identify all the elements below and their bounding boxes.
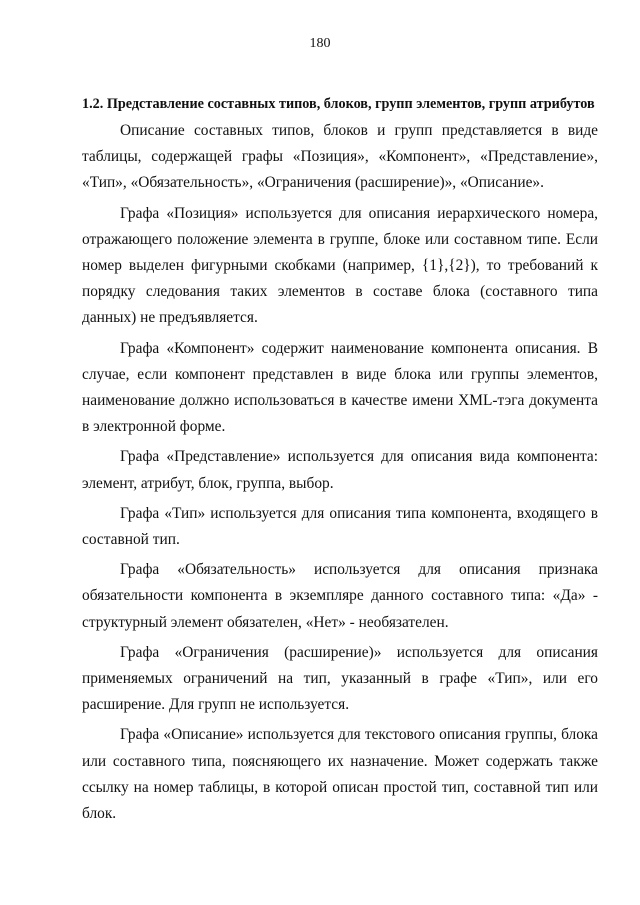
paragraph-representation-column: Графа «Представление» используется для описания вида компонента: элемент, атрибут, блок, группа, выбор. <box>82 448 598 492</box>
document-body <box>82 92 598 831</box>
paragraph-obligation-column: Графа «Обязательность» используется для описания признака обязательности компонента в экземпляре данного составного типа: «Да» - структурный элемент обязателен, «Нет» - необязателен. <box>82 561 598 631</box>
paragraph-component-column: Графа «Компонент» содержит наименование компонента описания. В случае, если компонент представлен в виде блока или группы элементов, наименование должно использоваться в качестве имени XML-тэга документа в электронной форме. <box>82 339 598 436</box>
section-heading: 1.2. Представление составных типов, блоков, групп элементов, групп атрибутов <box>82 96 595 112</box>
paragraph-position-column: Графа «Позиция» используется для описания иерархического номера, отражающего положение элемента в группе, блоке или составном типе. Если номер выделен фигурными скобками (например, {1},{2}), то требований к порядку следования таких элементов в составе блока (составного типа данных) не предъявляется. <box>82 204 598 327</box>
paragraph-description-column: Графа «Описание» используется для текстового описания группы, блока или составного типа, поясняющего их назначение. Может содержать также ссылку на номер таблицы, в которой описан простой тип, составной тип или блок. <box>82 726 598 823</box>
paragraph-intro: Описание составных типов, блоков и групп представляется в виде таблицы, содержащей графы «Позиция», «Компонент», «Представление», «Тип», «Обязательность», «Ограничения (расширение)», «Описание». <box>82 122 598 192</box>
paragraph-restrictions-column: Графа «Ограничения (расширение)» используется для описания применяемых ограничений на тип, указанный в графе «Тип», или его расширение. Для групп не используется. <box>82 643 598 714</box>
paragraph-type-column: Графа «Тип» используется для описания типа компонента, входящего в составной тип. <box>82 504 598 549</box>
page-number: 180 <box>309 36 331 51</box>
